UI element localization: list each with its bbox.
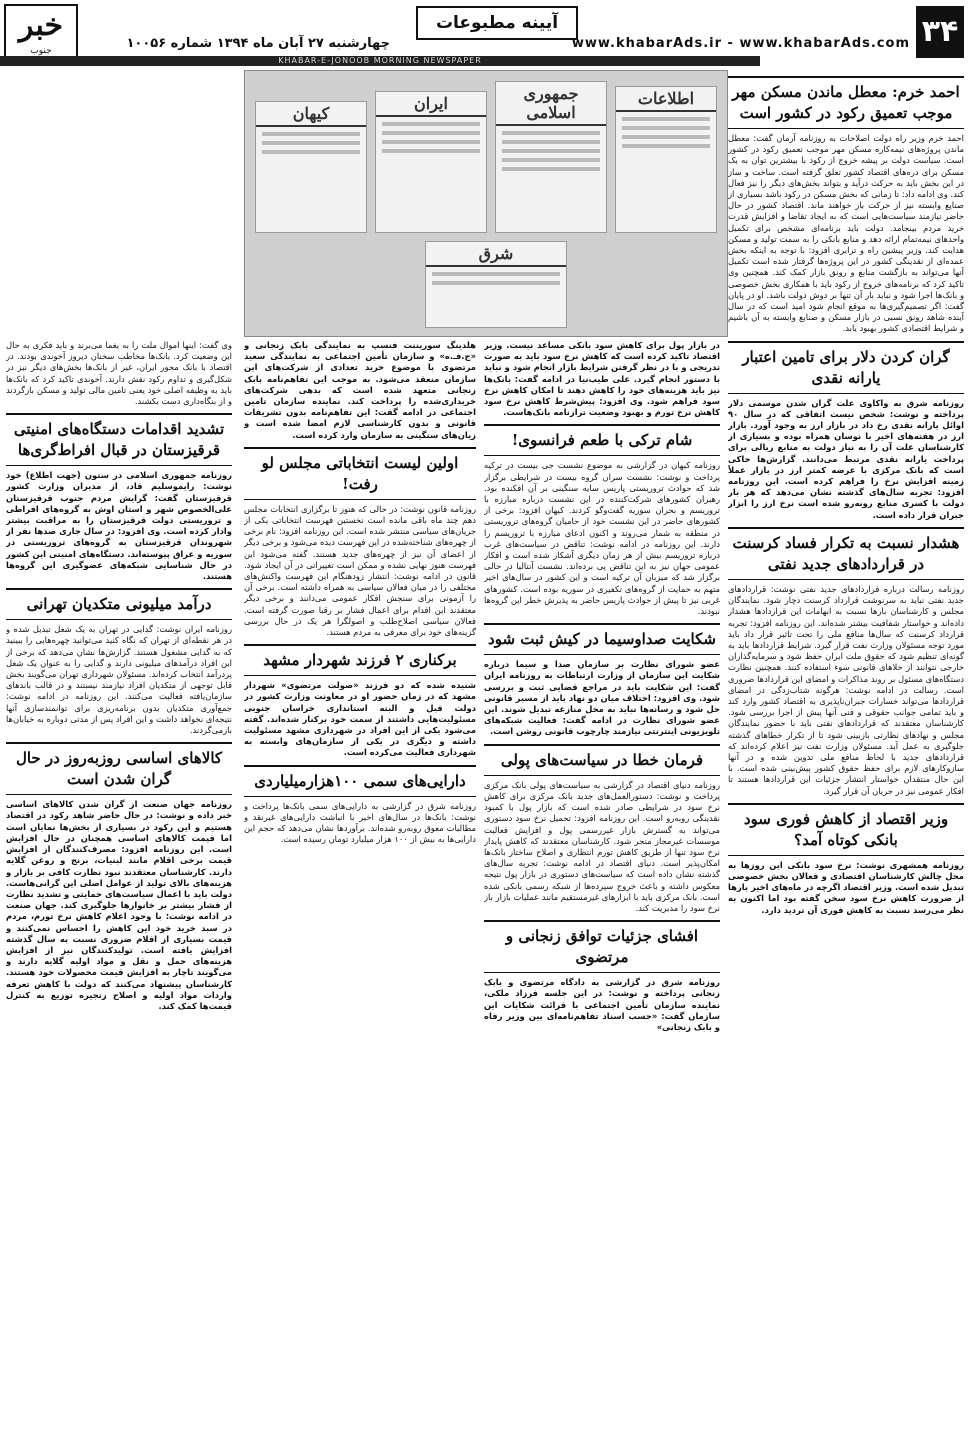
headline: هشدار نسبت به تکرار فساد کرسنت در قراردادهای جدید نفتی — [728, 527, 964, 580]
section-title: آیینه مطبوعات — [416, 6, 578, 40]
headline: وزیر اقتصاد از کاهش فوری سود بانکی کوتاه آمد؟ — [728, 803, 964, 856]
column-1 — [728, 70, 964, 1425]
column-4 — [6, 340, 232, 1425]
article-body: روزنامه همشهری نوشت: نرخ سود بانکی این روزها به محل چالش کارشناسان اقتصادی و فعالان بخش خصوصی تبدیل شده است. وزیر اقتصاد اگرچه در ماه‌های اخیر بارها از ضرورت کاهش نرخ سود سخن گفته بود اما اکنون به نظر می‌رسد نسبت به کاهش فوری آن تردید دارد. — [728, 859, 964, 915]
headline: احمد خرم: معطل ماندن مسکن مهر موجب تعمیق رکود در کشور است — [728, 76, 964, 129]
headline: گران کردن دلار برای تامین اعتبار یارانه نقدی — [728, 341, 964, 394]
column-2 — [484, 340, 720, 1425]
article-body: روزنامه شرق در گزارشی به دادگاه مرتضوی و بابک زنجانی پرداخته و نوشت: در این جلسه فرزاد ملکی، نماینده سازمان تأمین اجتماعی با قرائت شکایات این سازمان گفت: «حسب اسناد تفاهم‌نامه‌ای بین وزیر رفاه و بابک زنجانی» — [484, 977, 720, 1032]
article-body: روزنامه شرق به واکاوی علت گران شدن موسمی دلار پرداخته و نوشت: شخص نیست اتفاقی که در سال ۹۰ اوائل یارانه نقدی رخ داد در بازار ارز به وجود آورد. بازار ارز در هفته‌های اخیر با نوسان همراه بوده و بسیاری از کارشناسان علت آن را به نیاز دولت به منابع ریالی برای پرداخت یارانه نقدی مرتبط می‌دانند. گزارش‌ها حاکی است که بانک مرکزی با عرضه کمتر ارز در بازار عملاً زمینه افزایش نرخ را فراهم کرده است. این روزنامه افزود: تجربه سال‌های گذشته نشان می‌دهد که هر بار دولت با کسری منابع روبه‌رو شده است نرخ ارز را ابزار جبران قرار داده است. — [728, 397, 964, 520]
headline: برکناری ۲ فرزند شهردار مشهد — [244, 644, 476, 676]
issue-date: چهارشنبه ۲۷ آبان ماه ۱۳۹۴ شماره ۱۰۰۵۶ — [126, 36, 390, 51]
article-body: وی گفت: اینها اموال ملت را به یغما می‌برند و باید فکری به حال این وضعیت کرد. بانک‌ها مخاطب سخنان دیروز آخوندی بودند. در اقتصاد با بانک محور ایران، غیر از بانک‌ها بخش‌های دیگر نیز در شکل‌گیری و تداوم رکود نقش دارند. آخوندی تاکید کرد که بانک‌ها باید به وظیفه اصلی خود یعنی تامین مالی تولید و مسکن بازگردند و از بنگاه‌داری دست بکشند. — [6, 340, 232, 407]
article-body: روزنامه جهان صنعت از گران شدن کالاهای اساسی خبر داده و نوشت: در حال حاضر شاهد رکود در اقتصاد هستیم و این رکود در بسیاری از بخش‌ها نمایان است اما قیمت کالاهای اساسی همچنان در حال افزایش است. این روزنامه افزود: مصرف‌کنندگان از افزایش قیمت برخی اقلام مانند لبنیات، برنج و روغن گلایه دارند. کارشناسان معتقدند نبود نظارت کافی بر بازار و هزینه‌های بالای تولید از عوامل اصلی این گرانی‌هاست. دولت باید با اعمال سیاست‌های حمایتی و تشدید نظارت از فشار بیشتر بر خانوارها جلوگیری کند. جهان صنعت در ادامه نوشت: با وجود اعلام کاهش نرخ تورم، مردم در سبد خرید خود این کاهش را احساس نمی‌کنند و قیمت بسیاری از اقلام ضروری نسبت به سال گذشته افزایش یافته است. تولیدکنندگان نیز از افزایش هزینه‌های حمل و نقل و مواد اولیه گلایه دارند و می‌گویند ناچار به افزایش قیمت محصولات خود هستند. کارشناسان پیشنهاد می‌کنند که دولت با کاهش تعرفه واردات مواد اولیه و اصلاح زنجیره توزیع به کنترل قیمت‌ها کمک کند. — [6, 799, 232, 1011]
newspaper-front: ایران — [375, 91, 487, 233]
page-number: ۳۴ — [916, 6, 964, 58]
headline: تشدید اقدامات دستگاه‌های امنیتی قرقیزستان در قبال افراط‌گری‌ها — [6, 413, 232, 466]
headline: درآمد میلیونی متکدیان تهرانی — [6, 588, 232, 620]
masthead — [0, 0, 970, 64]
headline: فرمان خطا در سیاست‌های پولی — [484, 744, 720, 776]
site-url[interactable]: www.khabarAds.ir - www.khabarAds.com — [571, 36, 910, 51]
article-body: روزنامه قانون نوشت: در حالی که هنوز تا برگزاری انتخابات مجلس دهم چند ماه باقی مانده است نخستین فهرست انتخاباتی یکی از جریان‌های سیاسی منتشر شده است. این روزنامه افزود: نام برخی از چهره‌های شناخته‌شده در این فهرست دیده می‌شود و برخی دیگر از اعضای آن نیز از چهره‌های جدید هستند. گفته می‌شود این فهرست هنوز نهایی نشده و ممکن است تغییراتی در آن ایجاد شود. قانون در ادامه نوشت: انتشار زودهنگام این فهرست واکنش‌های مختلفی را در میان فعالان سیاسی به همراه داشته است. برخی آن را آزمونی برای سنجش افکار عمومی می‌دانند و برخی دیگر معتقدند این اقدام برای اعمال فشار بر رقبا صورت گرفته است. فعالان سیاسی اصلاح‌طلب و اصولگرا هر یک در حال بررسی گزینه‌های خود برای معرفی به مردم هستند. — [244, 503, 476, 638]
column-3 — [244, 340, 476, 1425]
article-body: هلدینگ سوریننت فنسپ به نمایندگی بابک زنجانی و «ج.فـ.ه» و سازمان تأمین اجتماعی به نمایندگی سعید مرتضوی با موضوع خرید تعدادی از شرکت‌های این سازمان منعقد می‌شود. به موجب این تفاهم‌نامه بابک زنجانی متعهد شده است که بدهی شرکت‌های خریداری‌شده را پرداخت کند. نماینده سازمان تامین اجتماعی در ادامه گفت: این تفاهم‌نامه بدون تشریفات قانونی و بدون کارشناسی لازم امضا شده است و زیان‌های سنگینی به سازمان وارد کرده است. — [244, 340, 476, 440]
headline: افشای جزئیات توافق زنجانی و مرتضوی — [484, 920, 720, 973]
article-body: روزنامه شرق در گزارشی به دارایی‌های سمی بانک‌ها پرداخت و نوشت: بانک‌ها در سال‌های اخیر با انباشت دارایی‌های غیرنقد و مطالبات معوق روبه‌رو شده‌اند. برآوردها نشان می‌دهد که حجم این دارایی‌ها به بیش از ۱۰۰ هزار میلیارد تومان رسیده است. — [244, 800, 476, 845]
article-body: در بازار پول برای کاهش سود بانکی مساعد نیست. وزیر اقتصاد تاکید کرده است که کاهش نرخ سود باید به صورت تدریجی و با در نظر گرفتن شرایط بازار انجام شود و نباید با دستور انجام گیرد. علی طیب‌نیا در ادامه گفت: بانک‌ها نیز باید هزینه‌های خود را کاهش دهند تا امکان کاهش نرخ سود فراهم شود. وی افزود: پیش‌شرط کاهش نرخ سود کاهش نرخ تورم و بهبود وضعیت ترازنامه بانک‌هاست. — [484, 340, 720, 418]
article-body: روزنامه کیهان در گزارشی به موضوع نشست جی بیست در ترکیه پرداخت و نوشت: نشست سران گروه بیست در شرایطی برگزار شد که حوادث تروریستی پاریس سایه سنگینی بر آن افکنده بود. رهبران کشورهای شرکت‌کننده در این نشست درباره مبارزه با تروریسم و بحران سوریه گفت‌وگو کردند. کیهان افزود: برخی از کشورهای حاضر در این نشست خود از حامیان گروه‌های تروریستی در منطقه به شمار می‌روند و اکنون ادعای مبارزه با تروریسم را دارند. این روزنامه در ادامه نوشت: تناقض در سیاست‌های غرب درباره تروریسم بیش از هر زمان دیگری آشکار شده است و افکار عمومی جهان نیز به این تناقض پی برده‌اند. نشست آنتالیا در حالی برگزار شد که میزبان آن ترکیه است و این کشور در سال‌های اخیر متهم به حمایت از گروه‌های تکفیری در سوریه بوده است. کشورهای غربی نیز تا پیش از حوادث پاریس حاضر به پذیرش خطر این گروه‌ها نبودند. — [484, 460, 720, 617]
headline: شکایت صداوسیما در کیش ثبت شود — [484, 623, 720, 655]
article-body: روزنامه رسالت درباره قراردادهای جدید نفتی نوشت: قراردادهای جدید نفتی نباید به سرنوشت قرارداد کرسنت دچار شود. نمایندگان مجلس و کارشناسان بارها نسبت به ابهامات این قراردادها هشدار داده‌اند و خواستار شفافیت بیشتر شده‌اند. این روزنامه افزود: تجربه قرارداد کرسنت که سال‌ها منافع ملی را تحت تاثیر قرار داد باید مورد توجه مسئولان وزارت نفت قرار گیرد. شرایط قراردادها باید به گونه‌ای تنظیم شود که حقوق ملت ایران حفظ شود و سرمایه‌گذاران خارجی نتوانند از خلاهای قانونی سوء استفاده کنند. همچنین نظارت دستگاه‌های مسئول بر روند مذاکرات و امضای این قراردادها ضروری است. رسالت در ادامه نوشت: هرگونه شتاب‌زدگی در امضای قراردادها می‌تواند خسارات جبران‌ناپذیری به اقتصاد کشور وارد کند و باید تمامی جوانب حقوقی و فنی آنها پیش از اجرا بررسی شود. کارشناسان معتقدند که قراردادهای نفتی باید با حضور نمایندگان مجلس و نهادهای نظارتی بازبینی شود تا از تکرار خطاهای گذشته جلوگیری به عمل آید. مسئولان وزارت نفت نیز اعلام کرده‌اند که قراردادهای جدید با لحاظ منافع ملی تدوین شده و در آنها سازوکارهای لازم برای حفظ حقوق کشور پیش‌بینی شده است. با این حال منتقدان خواستار انتشار جزئیات این قراردادها هستند تا افکار عمومی نیز در جریان آن قرار گیرد. — [728, 583, 964, 796]
article-body: عضو شورای نظارت بر سازمان صدا و سیما درباره شکایت این سازمان از وزارت ارتباطات به روزنامه ایران گفت: این شکایت باید در مراجع قضایی ثبت و بررسی شود. وی افزود: اختلاف میان دو نهاد باید از مسیر قانونی حل شود و رسانه‌ها نباید به محل منازعه تبدیل شوند. این عضو شورای نظارت در ادامه گفت: فعالیت شبکه‌های تلویزیونی اینترنتی نیازمند چارچوب قانونی روشن است. — [484, 659, 720, 737]
headline: اولین لیست انتخاباتی مجلس لو رفت! — [244, 447, 476, 500]
article-body: روزنامه جمهوری اسلامی در ستون (جهت اطلاع) خود نوشت: رایموسلیم قاد، از مدیران وزارت کشور قرقیزستان گفت: گرایش مردم جنوب قرقیزستان علی‌الخصوص شهر و استان اوش به گروه‌های افراطی و تروریستی دولت قرقیزستان را به مراقبت بیشتر وادار کرده است. وی افزود: در سال جاری صدها نفر از شهروندان قرقیزستان به گروه‌های تروریستی در سوریه و عراق پیوسته‌اند. دستگاه‌های امنیتی این کشور در حال شناسایی شبکه‌های عضوگیری این گروه‌ها هستند. — [6, 470, 232, 582]
headline: کالاهای اساسی روزبه‌روز در حال گران شدن است — [6, 742, 232, 795]
newspaper-logo — [4, 4, 78, 64]
article-body: شنیده شده که دو فرزند «صولت مرتضوی» شهردار مشهد که در زمان حضور او در معاونت وزارت کشور در دولت قبل و البته استانداری خراسان جنوبی مسئولیت‌هایی داشتند از سمت خود برکنار شده‌اند. گفته می‌شود یکی از این افراد در شهرداری مشهد مسئولیت داشته و دیگری در یکی از سازمان‌های وابسته به شهرداری فعالیت می‌کرده است. — [244, 680, 476, 758]
article-body: روزنامه ایران نوشت: گدایی در تهران به یک شغل تبدیل شده و در هر نقطه‌ای از تهران که نگاه کنید می‌توانید چهره‌هایی را ببینید که به گدایی مشغول هستند. گزارش‌ها نشان می‌دهد که برخی از این افراد درآمدهای میلیونی دارند و گدایی را به عنوان یک شغل پردرآمد انتخاب کرده‌اند. مسئولان شهرداری تهران می‌گویند بخش قابل توجهی از متکدیان افراد نیازمند نیستند و در قالب باندهای سازمان‌یافته فعالیت می‌کنند. این روزنامه در ادامه نوشت: جمع‌آوری متکدیان بدون برنامه‌ریزی برای توانمندسازی آنها نتیجه‌ای نخواهد داشت و این افراد پس از مدتی دوباره به خیابان‌ها بازمی‌گردند. — [6, 624, 232, 736]
newspapers-photo — [244, 70, 728, 337]
newspaper-front: اطلاعات — [615, 86, 717, 233]
newspaper-front: جمهوری اسلامی — [495, 81, 607, 233]
article-body: احمد خرم وزیر راه دولت اصلاحات به روزنامه آرمان گفت: معطل ماندن پروژه‌های نیمه‌کاره مسکن مهر موجب تعمیق رکود در کشور است. سیاست دولت بر پیشه خروج از رکود با بیشترین توان به یک مسکن برای دره‌های اقتصاد کشور تعلق گرفته است. ساخت و ساز در این بخش باید به حرکت درآید و بتواند بخش‌های دیگر را نیز فعال کند. وی ادامه داد: تا زمانی که بخش مسکن در رکود باشد بسیاری از صنایع وابسته نیز از حرکت باز خواهند ماند. اقتصاد کشور در حال حاضر نیازمند سیاست‌هایی است که به ایجاد تقاضا و افزایش قدرت خرید مردم بینجامد. دولت باید برنامه‌ای مشخص برای تکمیل واحدهای نیمه‌تمام ارائه دهد و منابع بانکی را به سمت تولید و مسکن هدایت کند. وزیر پیشین راه و ترابری افزود: با توجه به اینکه بخش عمده‌ای از نقدینگی کشور در این پروژه‌ها گرفتار شده است تکمیل آنها می‌تواند به بازگشت منابع و رونق بازار کمک کند. همچنین وی تاکید کرد که برنامه‌های خروج از رکود باید با همکاری بخش خصوصی و بانک‌ها اجرا شود و نباید بار آن تنها بر دوش دولت باشد. او در پایان گفت: اگر تصمیم‌گیری‌ها به موقع انجام شود امید است که در سال آینده شاهد رونق نسبی در بازار مسکن و صنایع وابسته به آن باشیم و شرایط اقتصادی کشور بهبود یابد. — [728, 133, 964, 334]
english-strip: KHABAR-E-JONOOB MORNING NEWSPAPER — [0, 56, 760, 66]
newspaper-front: شرق — [425, 241, 567, 328]
headline: دارایی‌های سمی ۱۰۰هزارمیلیاردی — [244, 765, 476, 797]
logo-sub: جنوب — [30, 46, 52, 56]
logo-word: خبر — [18, 8, 64, 43]
newspaper-front: کیهان — [255, 101, 367, 233]
headline: شام ترکی با طعم فرانسوی! — [484, 424, 720, 456]
article-body: روزنامه دنیای اقتصاد در گزارشی به سیاست‌های پولی بانک مرکزی پرداخت و نوشت: دستورالعمل‌های جدید بانک مرکزی برای کاهش نرخ سود در شرایطی صادر شده است که بازار پول با کمبود نقدینگی روبه‌رو است. این روزنامه افزود: تحمیل نرخ سود دستوری می‌تواند به گسترش بازار غیررسمی پول و افزایش فعالیت موسسات غیرمجاز منجر شود. کارشناسان معتقدند که کاهش پایدار نرخ سود تنها از طریق کاهش تورم انتظاری و اصلاح ساختار بانک‌ها امکان‌پذیر است. دنیای اقتصاد در ادامه نوشت: تجربه سال‌های گذشته نشان داده است که سیاست‌های دستوری در بازار پول نتیجه معکوس داشته و باعث خروج سپرده‌ها از شبکه رسمی بانکی شده است. بانک مرکزی باید با ابزارهای غیرمستقیم مانند عملیات بازار باز نرخ سود را مدیریت کند. — [484, 779, 720, 913]
